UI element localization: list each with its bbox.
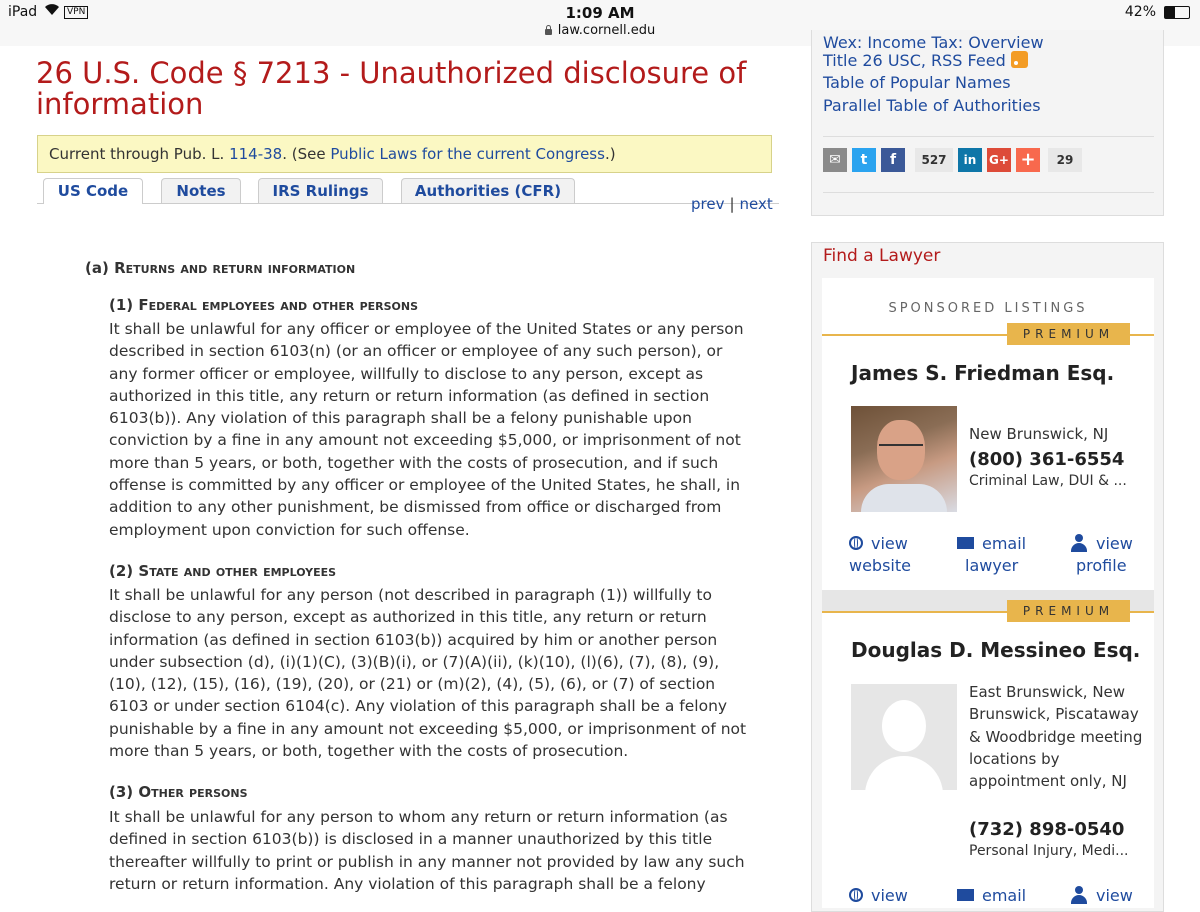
currency-mid: . (See [282, 145, 331, 163]
view-profile-label: view [1096, 886, 1133, 905]
url-text: law.cornell.edu [557, 23, 656, 38]
battery-percent: 42% [1124, 4, 1156, 20]
subsection-a-label: (a) [85, 259, 109, 277]
device-label: iPad [8, 4, 38, 20]
email-lawyer-label: email [982, 534, 1027, 553]
paragraph-3-title: Other persons [138, 783, 248, 801]
paragraph-1-label: (1) [109, 296, 134, 314]
view-profile-label: view [1096, 534, 1133, 553]
paragraph-3-label: (3) [109, 783, 134, 801]
paragraph-2-title: State and other employees [138, 562, 337, 580]
linkedin-icon[interactable]: in [958, 148, 982, 172]
paragraph-1-heading [109, 296, 418, 314]
addthis-plus-icon[interactable]: + [1016, 148, 1040, 172]
parallel-table-link[interactable]: Parallel Table of Authorities [823, 95, 1041, 115]
premium-badge: PREMIUM [1007, 600, 1130, 622]
lawyer-1-specialty: Criminal Law, DUI & ... [969, 473, 1127, 489]
tab-baseline [37, 203, 779, 204]
divider [823, 192, 1154, 193]
paragraph-2-text: It shall be unlawful for any person (not described in paragraph (1)) willfully to disclose to any person, except as authorized in this title, any return or return information (as defined in section 6103(b)) acquired by him or another person under subsection (d), (i)(1)(C), (3)(B)(i), or (7)(A)(ii), (k)(10), (l)(6), (7), (8), (9), (10), (12), (15), (16), (19), (20), or (21) or (m)(2), (4), (5), (6), or (7) of section 6103 or under section 6104(c). Any violation of this paragraph shall be a felony punishable by a fine in any amount not exceeding $5,000, or imprisonment of not more than 5 years, or both, together with the costs of prosecution. [109, 586, 747, 761]
lawyer-2-phone[interactable]: (732) 898-0540 [969, 819, 1125, 840]
lawyer-2-location: East Brunswick, New Brunswick, Piscataway & Woodbridge meeting locations by appointment only, NJ [969, 683, 1143, 791]
nav-separator: | [729, 195, 735, 213]
currency-notice [37, 135, 772, 173]
sponsored-listings-label: SPONSORED LISTINGS [888, 301, 1088, 316]
paragraph-3-heading [109, 783, 248, 801]
facebook-share-count: 527 [915, 148, 953, 172]
lawyer-1-phone[interactable]: (800) 361-6554 [969, 449, 1125, 470]
view-profile-label: profile [1076, 556, 1127, 576]
lawyer-1-email-lawyer[interactable] [957, 533, 1026, 578]
view-website-label: website [849, 556, 911, 576]
lawyer-2-specialty: Personal Injury, Medi... [969, 843, 1129, 859]
paragraph-1-title: Federal employees and other persons [138, 296, 419, 314]
paragraph-2-label: (2) [109, 562, 134, 580]
email-share-icon[interactable]: ✉ [823, 148, 847, 172]
tab-irs-rulings[interactable]: IRS Rulings [258, 178, 383, 203]
tab-us-code[interactable]: US Code [43, 178, 143, 204]
currency-suffix: .) [604, 145, 616, 163]
addthis-share-count: 29 [1048, 148, 1082, 172]
subsection-a-title: Returns and return information [114, 259, 356, 277]
view-website-label: view [871, 534, 908, 553]
lawyer-2-photo-placeholder[interactable] [851, 684, 957, 790]
user-icon [1070, 534, 1088, 552]
find-lawyer-title: Find a Lawyer [823, 246, 941, 266]
divider [823, 136, 1154, 137]
lawyer-2-email-lawyer[interactable] [957, 885, 1026, 907]
page-title: 26 U.S. Code § 7213 - Unauthorized disclosure of information [36, 56, 747, 121]
next-link[interactable]: next [739, 195, 773, 213]
envelope-icon [957, 537, 974, 549]
facebook-icon[interactable]: f [881, 148, 905, 172]
premium-badge: PREMIUM [1007, 323, 1130, 345]
lawyer-1-view-website[interactable] [849, 533, 911, 578]
twitter-icon[interactable]: t [852, 148, 876, 172]
rss-feed-link[interactable]: Title 26 USC, RSS Feed [823, 51, 1006, 70]
google-plus-icon[interactable]: G+ [987, 148, 1011, 172]
rss-icon[interactable] [1011, 51, 1028, 68]
vpn-badge: VPN [64, 6, 88, 19]
email-lawyer-label: email [982, 886, 1027, 905]
tab-authorities-cfr[interactable]: Authorities (CFR) [401, 178, 575, 203]
related-links [823, 33, 1044, 117]
subsection-a-heading [85, 259, 355, 277]
lawyer-1-view-profile[interactable] [1070, 533, 1133, 578]
popular-names-link[interactable]: Table of Popular Names [823, 73, 1011, 93]
paragraph-3-text: It shall be unlawful for any person to whom any return or return information (as defined in section 6103(b)) is disclosed in a manner unauthorized by this title thereafter willfully to print or publish in any manner not provided by law any such return or return information. Any violation of this paragraph shall be a felony [109, 808, 745, 893]
wex-income-tax-link[interactable]: Wex: Income Tax: Overview [823, 33, 1044, 50]
lawyer-1-location: New Brunswick, NJ [969, 425, 1109, 443]
globe-icon [849, 536, 863, 550]
clock: 1:09 AM [565, 4, 635, 22]
envelope-icon [957, 889, 974, 901]
lawyer-2-view-profile[interactable] [1070, 885, 1133, 907]
paragraph-1-text: It shall be unlawful for any officer or employee of the United States or any person described in section 6103(n) (or an officer or employee of any such person), or any former officer or employee, willfully to disclose to any person, except as authorized in this title, any return or return information (as defined in section 6103(b)). Any violation of this paragraph shall be a felony punishable upon conviction by a fine in any amount not exceeding $5,000, or imprisonment of not more than 5 years, or both, together with the costs of prosecution, and if such offense is committed by any officer or employee of the United States, he shall, in addition to any other punishment, be dismissed from office or discharged from employment upon conviction for such offense. [109, 320, 744, 539]
tab-notes[interactable]: Notes [161, 178, 241, 203]
pub-law-link[interactable]: 114-38 [229, 145, 283, 163]
public-laws-link[interactable]: Public Laws for the current Congress [330, 145, 605, 163]
lawyer-1-name[interactable]: James S. Friedman Esq. [851, 361, 1115, 385]
lawyer-1-photo[interactable] [851, 406, 957, 512]
prev-link[interactable]: prev [691, 195, 725, 213]
paragraph-2-heading [109, 562, 336, 580]
email-lawyer-label: lawyer [965, 556, 1019, 576]
lock-icon [545, 29, 552, 35]
lawyer-2-view-website[interactable] [849, 885, 908, 907]
lawyer-2-name[interactable]: Douglas D. Messineo Esq. [851, 638, 1141, 662]
view-website-label: view [871, 886, 908, 905]
prev-next-nav [691, 195, 773, 213]
currency-prefix: Current through Pub. L. [49, 145, 230, 163]
battery-icon [1164, 6, 1190, 19]
tab-bar [37, 178, 737, 204]
user-icon [1070, 886, 1088, 904]
